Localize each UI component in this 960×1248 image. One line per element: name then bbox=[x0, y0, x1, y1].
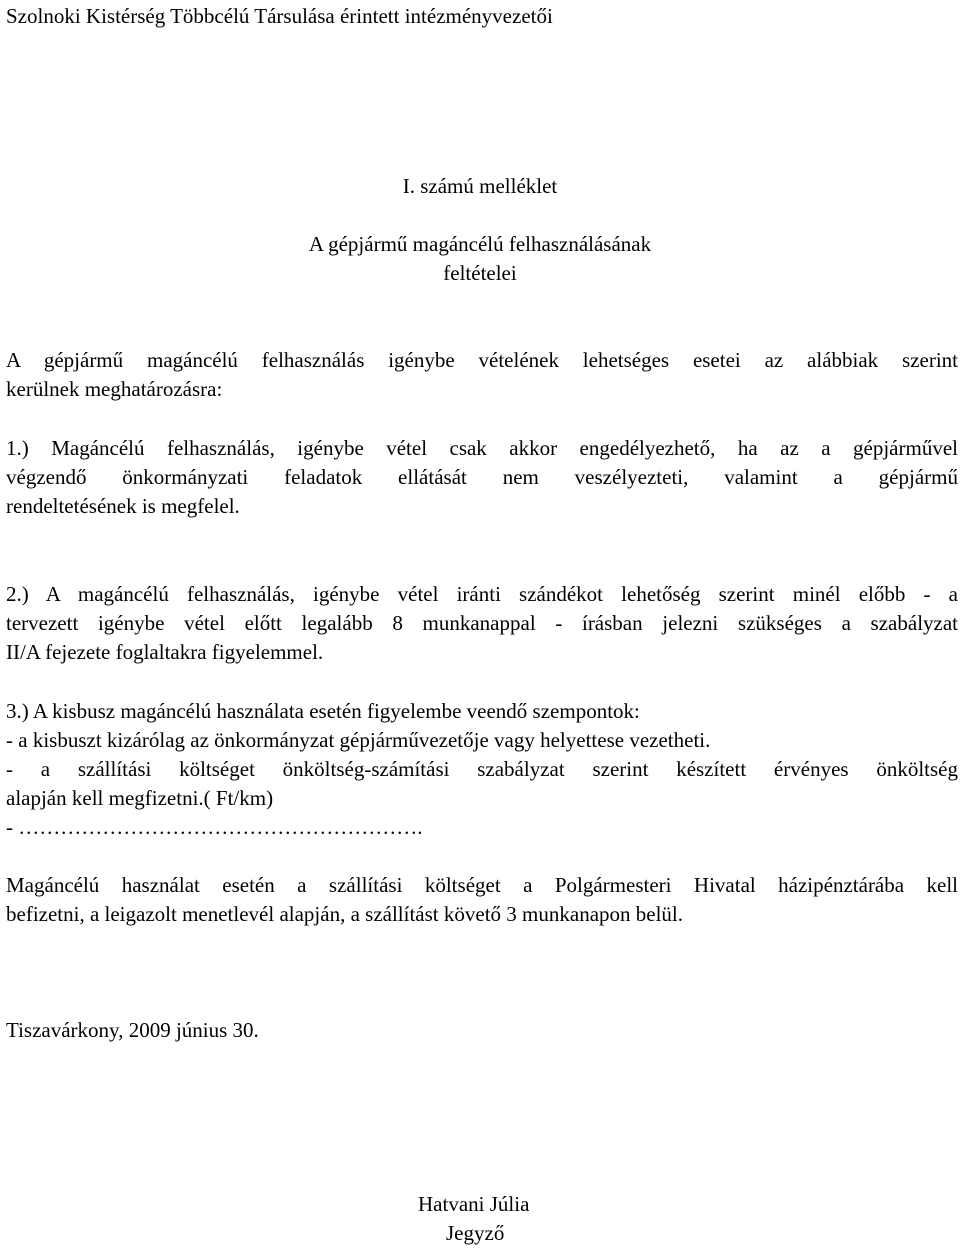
point1-line-3: rendeltetésének is megfelel. bbox=[6, 494, 240, 518]
intro-line-1: A gépjármű magáncélú felhasználás igénybe vételének lehetséges esetei az alábbiak szerint bbox=[6, 348, 958, 372]
annex-title: I. számú melléklet bbox=[402, 174, 558, 198]
place-date: Tiszavárkony, 2009 június 30. bbox=[6, 1018, 259, 1042]
point2-line-3: II/A fejezete foglaltakra figyelemmel. bbox=[6, 640, 324, 664]
point1-line-2: végzendő önkormányzati feladatok ellátását nem veszélyezteti, valamint a gépjármű bbox=[6, 465, 958, 489]
point3-line-5: - …………………………………………………. bbox=[6, 815, 423, 839]
annex-subtitle-line1: A gépjármű magáncélú felhasználásának bbox=[308, 232, 652, 256]
signature-role: Jegyző bbox=[446, 1221, 505, 1245]
signature-name: Hatvani Júlia bbox=[418, 1192, 530, 1216]
point1-line-1: 1.) Magáncélú felhasználás, igénybe vétel csak akkor engedélyezhető, ha az a gépjárművel bbox=[6, 436, 958, 460]
point2-line-1: 2.) A magáncélú felhasználás, igénybe vétel iránti szándékot lehetőség szerint minél előbb - a bbox=[6, 582, 958, 606]
payment-line-1: Magáncélú használat esetén a szállítási költséget a Polgármesteri Hivatal házipénztárába kell bbox=[6, 873, 958, 897]
annex-subtitle-line2: feltételei bbox=[443, 261, 517, 285]
point3-line-1: 3.) A kisbusz magáncélú használata esetén figyelembe veendő szempontok: bbox=[6, 699, 640, 723]
point3-line-4: alapján kell megfizetni.( Ft/km) bbox=[6, 786, 274, 810]
payment-line-2: befizetni, a leigazolt menetlevél alapján, a szállítást követő 3 munkanapon belül. bbox=[6, 902, 684, 926]
point3-line-2: - a kisbuszt kizárólag az önkormányzat gépjárművezetője vagy helyettese vezetheti. bbox=[6, 728, 711, 752]
point3-line-3: - a szállítási költséget önköltség-számítási szabályzat szerint készített érvényes önköltség bbox=[6, 757, 958, 781]
header-institution: Szolnoki Kistérség Többcélú Társulása érintett intézményvezetői bbox=[6, 4, 553, 28]
point2-line-2: tervezett igénybe vétel előtt legalább 8 munkanappal - írásban jelezni szükséges a szabályzat bbox=[6, 611, 958, 635]
intro-line-2: kerülnek meghatározásra: bbox=[6, 377, 223, 401]
